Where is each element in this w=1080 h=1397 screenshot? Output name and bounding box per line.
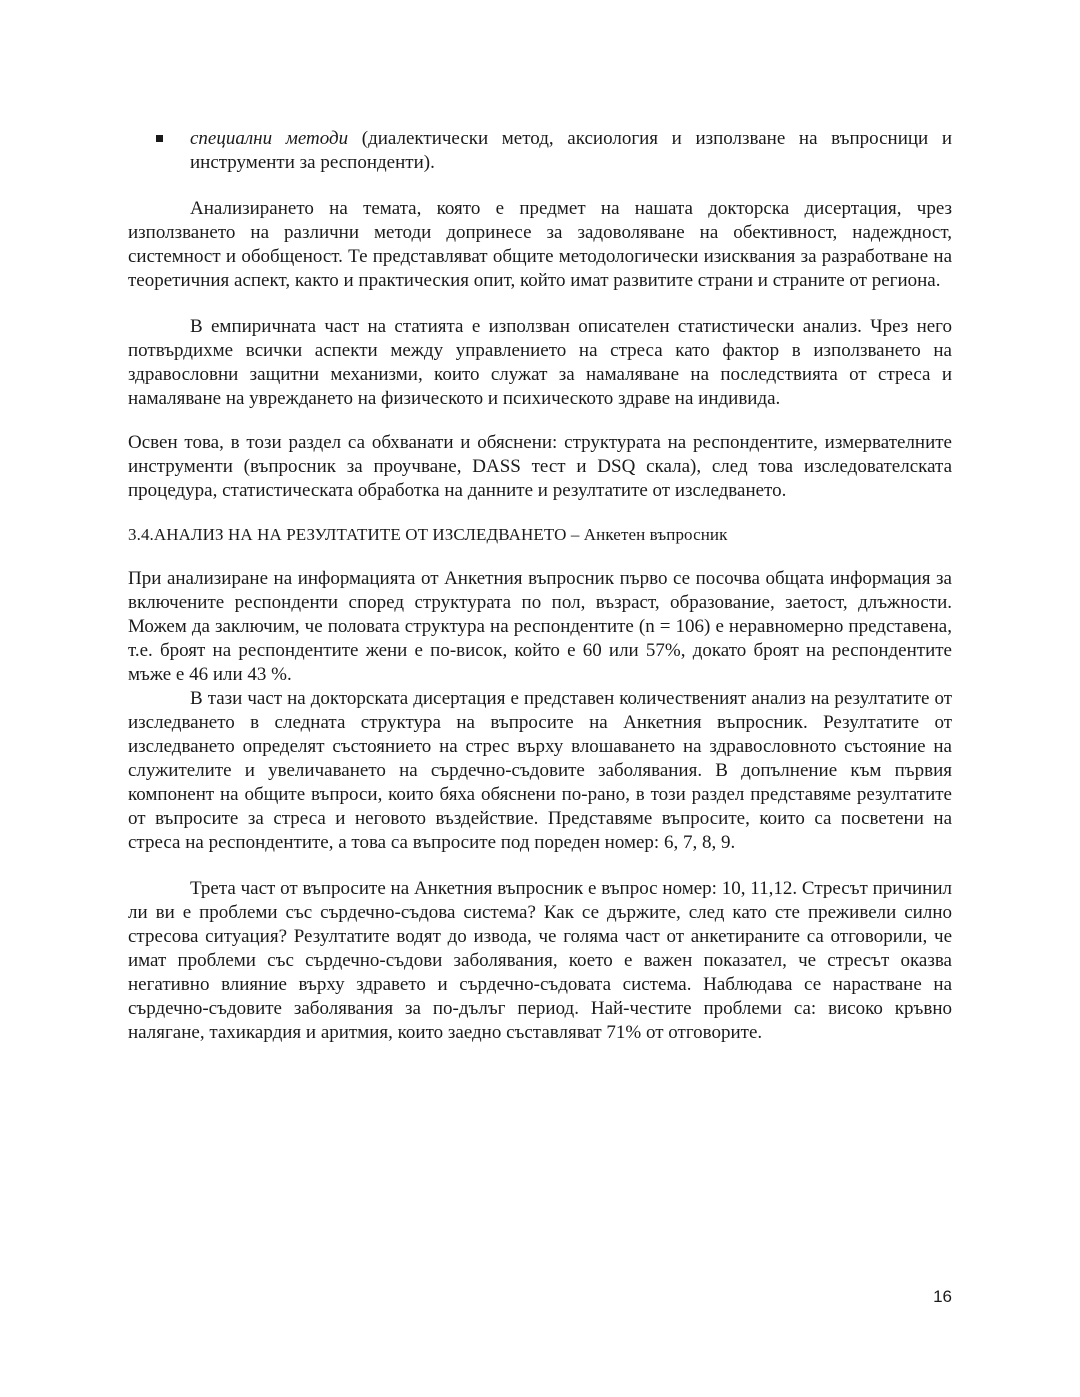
section-heading-sub: – Анкетен въпросник bbox=[566, 525, 728, 544]
section-heading-main: 3.4.АНАЛИЗ НА НА РЕЗУЛТАТИТЕ ОТ ИЗСЛЕДВАНЕТО bbox=[128, 525, 567, 544]
paragraph-respondent-structure: При анализиране на информацията от Анкетния въпросник първо се посочва общата информация за включените респонденти според структурата по пол, възраст, образование, заетост, длъжности. Можем да заключим, че половата структура на респондентите (n = 106) е неравномерно представена, т.е. броят на респондентите жени е по-висок, който е 60 или 57%, докато броят на респондентите мъже е 46 или 43 %. bbox=[128, 568, 952, 685]
bullet-item-methods bbox=[128, 127, 952, 175]
page-number: 16 bbox=[933, 1287, 952, 1306]
paragraph-empirical-part: В емпиричната част на статията е използван описателен статистически анализ. Чрез него потвърдихме всички аспекти между управлението на стреса като фактор в използването на здравословни защитни механизми, които служат за намаляване на последствията от стреса и намаляване на увреждането на физическото и психическото здраве на индивида. bbox=[128, 316, 952, 409]
paragraph-methods-analysis: Анализирането на темата, която е предмет на нашата докторска дисертация, чрез използването на различни методи допринесе за задоволяване на обективност, надеждност, системност и обобщеност. Те представляват общите методологически изисквания за разработване на теоретичния аспект, както и практическия опит, който имат развитите страни и страните от региона. bbox=[128, 198, 952, 291]
paragraph-section-contents: Освен това, в този раздел са обхванати и обяснени: структурата на респондентите, измервателните инструменти (въпросник за проучване, DASS тест и DSQ скала), след това изследователската процедура, статистическата обработка на данните и резултатите от изследването. bbox=[128, 432, 952, 501]
square-bullet-icon bbox=[156, 135, 163, 142]
page-content bbox=[128, 127, 952, 1045]
section-heading bbox=[128, 523, 952, 547]
bullet-text: (диалектически метод, аксиология и използване на въпросници и инструменти за респонденти). bbox=[190, 128, 952, 173]
bullet-italic-term: специални методи bbox=[190, 128, 349, 149]
paragraph-quantitative-analysis: В тази част на докторската дисертация е представен количественият анализ на резултатите от изследването в следната структура на въпросите на Анкетния въпросник. Резултатите от изследването определят състоянието на стрес върху влошаването на здравословното състояние на служителите и увеличаването на сърдечно-съдовите заболявания. В допълнение към първия компонент на общите въпроси, които бяха обяснени по-рано, в този раздел представяме резултатите от въпросите за стреса и неговото въздействие. Представяме въпросите, които са посветени на стреса на респондентите, а това са въпросите под пореден номер: 6, 7, 8, 9. bbox=[128, 688, 952, 853]
paragraph-third-part: Трета част от въпросите на Анкетния въпросник е въпрос номер: 10, 11,12. Стресът причинил ли ви е проблеми със сърдечно-съдова система? Как се държите, след като сте преживели силно стресова ситуация? Резултатите водят до извода, че голяма част от анкетираните са отговорили, че имат проблеми със сърдечно-съдови заболявания, което е важен показател, че стресът оказва негативно влияние върху здравето и сърдечно-съдовата система. Наблюдава се нарастване на сърдечно-съдовите заболявания за по-дълъг период. Най-честите проблеми са: високо кръвно налягане, тахикардия и аритмия, които заедно съставляват 71% от отговорите. bbox=[128, 878, 952, 1043]
